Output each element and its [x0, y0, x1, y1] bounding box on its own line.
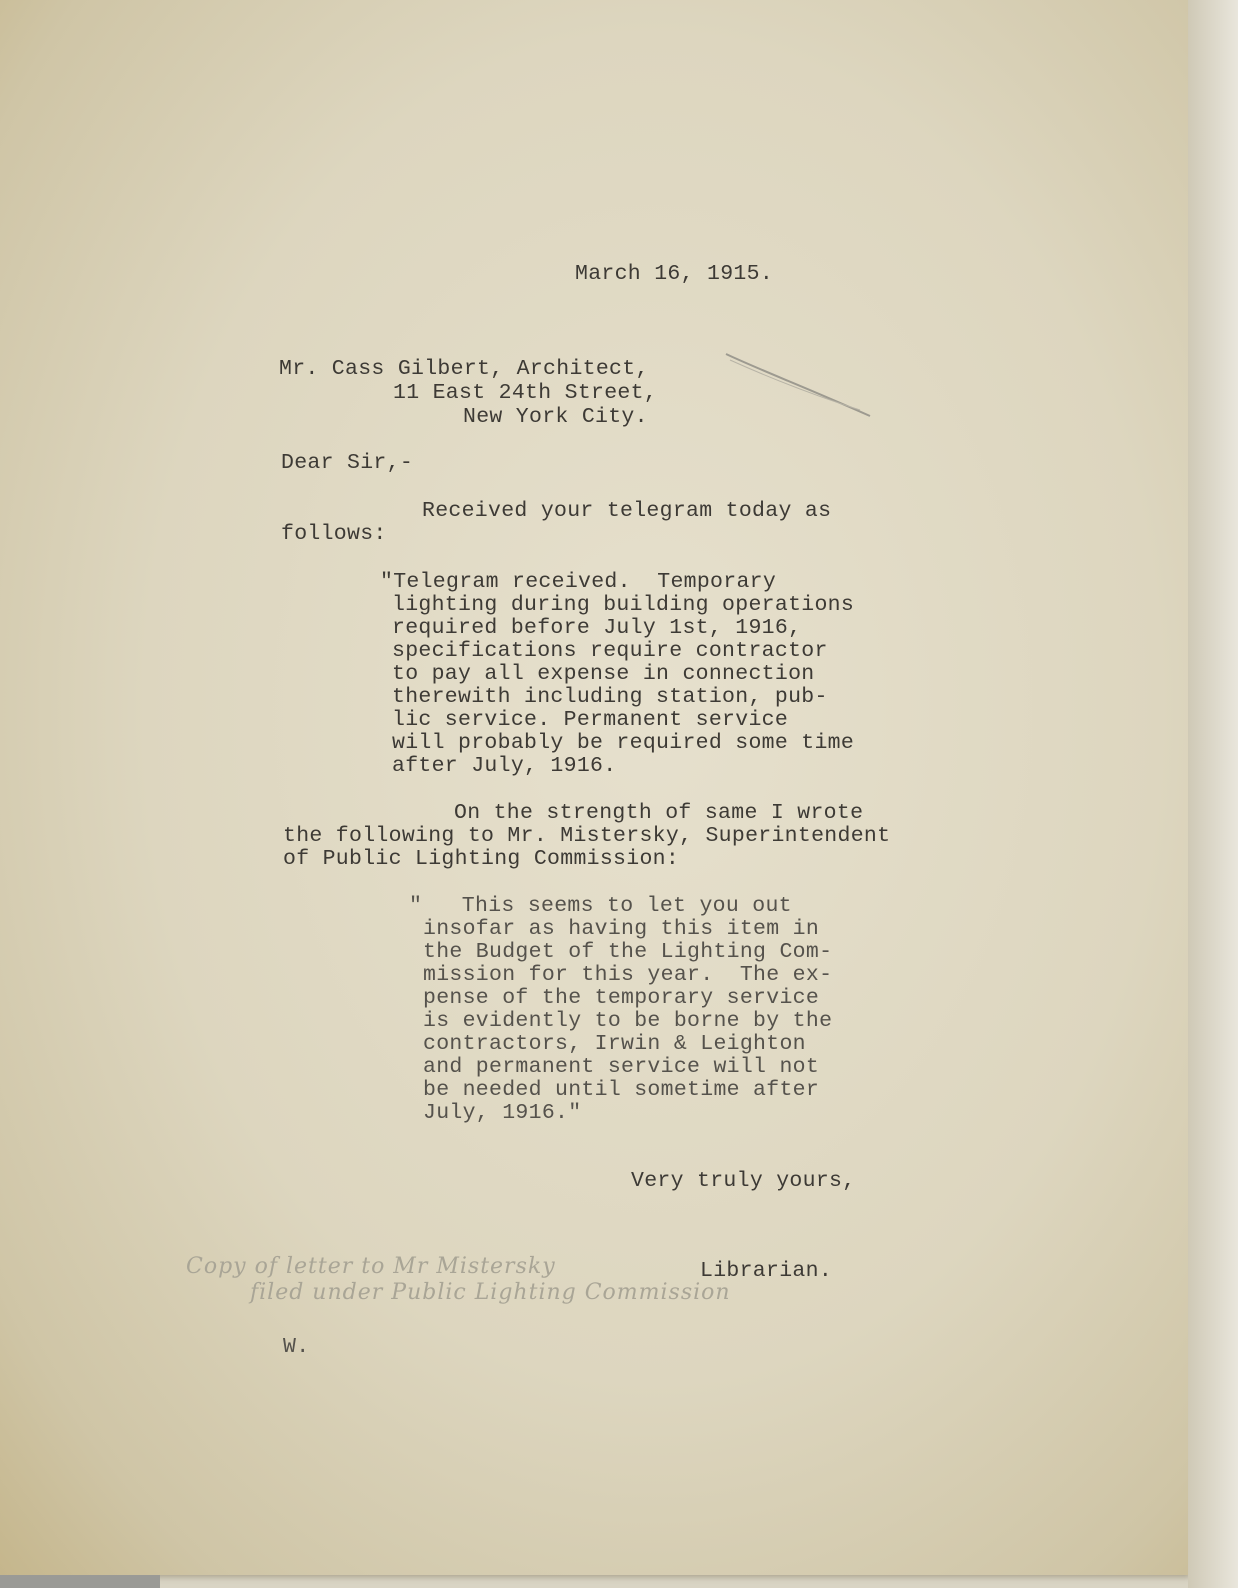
quote1-line: specifications require contractor	[392, 639, 828, 663]
salutation: Dear Sir,-	[281, 451, 414, 475]
quote2-line: July, 1916."	[423, 1101, 582, 1125]
paragraph1-line-1: Received your telegram today as	[422, 499, 832, 523]
letter-date: March 16, 1915.	[575, 262, 774, 286]
paragraph2-line-3: of Public Lighting Commission:	[283, 847, 680, 871]
recipient-line-3: New York City.	[463, 405, 648, 429]
quote1-line: lighting during building operations	[392, 593, 855, 617]
background-corner	[0, 1575, 160, 1588]
quote2-line: is evidently to be borne by the	[423, 1009, 833, 1033]
quote1-line: therewith including station, pub-	[392, 685, 828, 709]
quote2-line: mission for this year. The ex-	[423, 963, 833, 987]
quote1-line: to pay all expense in connection	[392, 662, 815, 686]
recipient-line-2: 11 East 24th Street,	[393, 381, 658, 405]
quote1-line: will probably be required some time	[392, 731, 855, 755]
quote2-line: and permanent service will not	[423, 1055, 820, 1079]
closing: Very truly yours,	[631, 1169, 856, 1193]
handwritten-note-line-1: Copy of letter to Mr Mistersky	[186, 1254, 556, 1279]
quote1-line: after July, 1916.	[392, 754, 617, 778]
quote1-line: required before July 1st, 1916,	[392, 616, 802, 640]
quote2-line: be needed until sometime after	[423, 1078, 820, 1102]
quote2-line: insofar as having this item in	[423, 917, 820, 941]
recipient-line-1: Mr. Cass Gilbert, Architect,	[279, 357, 649, 381]
pencil-mark	[720, 350, 880, 420]
initials: W.	[283, 1335, 310, 1359]
quote2-line: contractors, Irwin & Leighton	[423, 1032, 806, 1056]
handwritten-note-line-2: filed under Public Lighting Commission	[250, 1280, 731, 1305]
signature-title: Librarian.	[700, 1259, 833, 1283]
paragraph1-line-2: follows:	[281, 522, 387, 546]
quote1-line: lic service. Permanent service	[392, 708, 789, 732]
quote2-line: the Budget of the Lighting Com-	[423, 940, 833, 964]
quote2-line: pense of the temporary service	[423, 986, 820, 1010]
paragraph2-line-1: On the strength of same I wrote	[454, 801, 864, 825]
quote2-line: " This seems to let you out	[409, 894, 792, 918]
paragraph2-line-2: the following to Mr. Mistersky, Superintendent	[283, 824, 891, 848]
background-edge	[1188, 0, 1238, 1588]
quote1-line: "Telegram received. Temporary	[380, 570, 777, 594]
